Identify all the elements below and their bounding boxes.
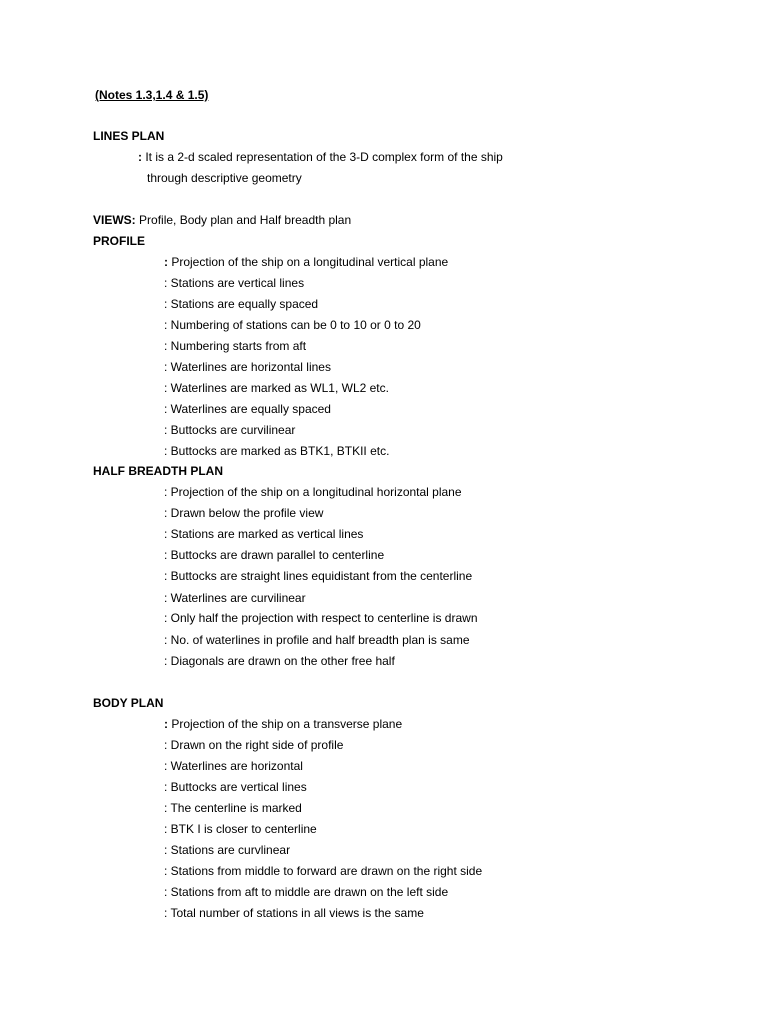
profile-item	[164, 255, 448, 269]
body-plan-item: : BTK I is closer to centerline	[164, 822, 317, 836]
half-breadth-item: : Stations are marked as vertical lines	[164, 527, 364, 541]
profile-item: : Waterlines are equally spaced	[164, 402, 331, 416]
profile-item: : Numbering starts from aft	[164, 339, 307, 353]
body-plan-item	[164, 717, 402, 731]
definition-colon: :	[138, 150, 142, 164]
half-breadth-item: : Buttocks are straight lines equidistant from the centerline	[164, 569, 473, 583]
body-plan-item: : Drawn on the right side of profile	[164, 738, 344, 752]
views-text: Profile, Body plan and Half breadth plan	[139, 213, 352, 227]
definition-text: It is a 2-d scaled representation of the 3-D complex form of the ship	[145, 150, 503, 164]
notes-reference: (Notes 1.3,1.4 & 1.5)	[95, 88, 209, 102]
views-label: VIEWS:	[93, 213, 136, 227]
body-plan-item: : The centerline is marked	[164, 801, 302, 815]
body-plan-item: : Stations are curvlinear	[164, 843, 291, 857]
body-plan-heading: BODY PLAN	[93, 696, 164, 710]
body-plan-item-colon: :	[164, 717, 168, 731]
half-breadth-item: : No. of waterlines in profile and half breadth plan is same	[164, 633, 470, 647]
body-plan-item-text: Projection of the ship on a transverse plane	[171, 717, 403, 731]
profile-item: : Waterlines are horizontal lines	[164, 360, 331, 374]
body-plan-item: : Stations from aft to middle are drawn on the left side	[164, 885, 449, 899]
profile-item: : Buttocks are marked as BTK1, BTKII etc.	[164, 444, 390, 458]
half-breadth-plan-heading: HALF BREADTH PLAN	[93, 464, 223, 478]
body-plan-item: : Waterlines are horizontal	[164, 759, 303, 773]
profile-item: : Buttocks are curvilinear	[164, 423, 296, 437]
half-breadth-item: : Projection of the ship on a longitudinal horizontal plane	[164, 485, 462, 499]
body-plan-item: : Stations from middle to forward are drawn on the right side	[164, 864, 483, 878]
lines-plan-definition-line-1	[138, 150, 503, 164]
half-breadth-item: : Drawn below the profile view	[164, 506, 324, 520]
views-line	[93, 213, 351, 227]
lines-plan-heading: LINES PLAN	[93, 129, 165, 143]
profile-item-text: Projection of the ship on a longitudinal vertical plane	[171, 255, 449, 269]
half-breadth-item: : Only half the projection with respect to centerline is drawn	[164, 611, 478, 625]
half-breadth-item: : Waterlines are curvilinear	[164, 591, 306, 605]
lines-plan-definition-line-2: through descriptive geometry	[147, 171, 302, 185]
body-plan-item: : Buttocks are vertical lines	[164, 780, 307, 794]
half-breadth-item: : Diagonals are drawn on the other free half	[164, 654, 395, 668]
profile-item: : Waterlines are marked as WL1, WL2 etc.	[164, 381, 389, 395]
profile-item: : Stations are vertical lines	[164, 276, 305, 290]
body-plan-item: : Total number of stations in all views is the same	[164, 906, 424, 920]
profile-heading: PROFILE	[93, 234, 146, 248]
half-breadth-item: : Buttocks are drawn parallel to centerline	[164, 548, 385, 562]
profile-item-colon: :	[164, 255, 168, 269]
profile-item: : Numbering of stations can be 0 to 10 or 0 to 20	[164, 318, 421, 332]
profile-item: : Stations are equally spaced	[164, 297, 319, 311]
